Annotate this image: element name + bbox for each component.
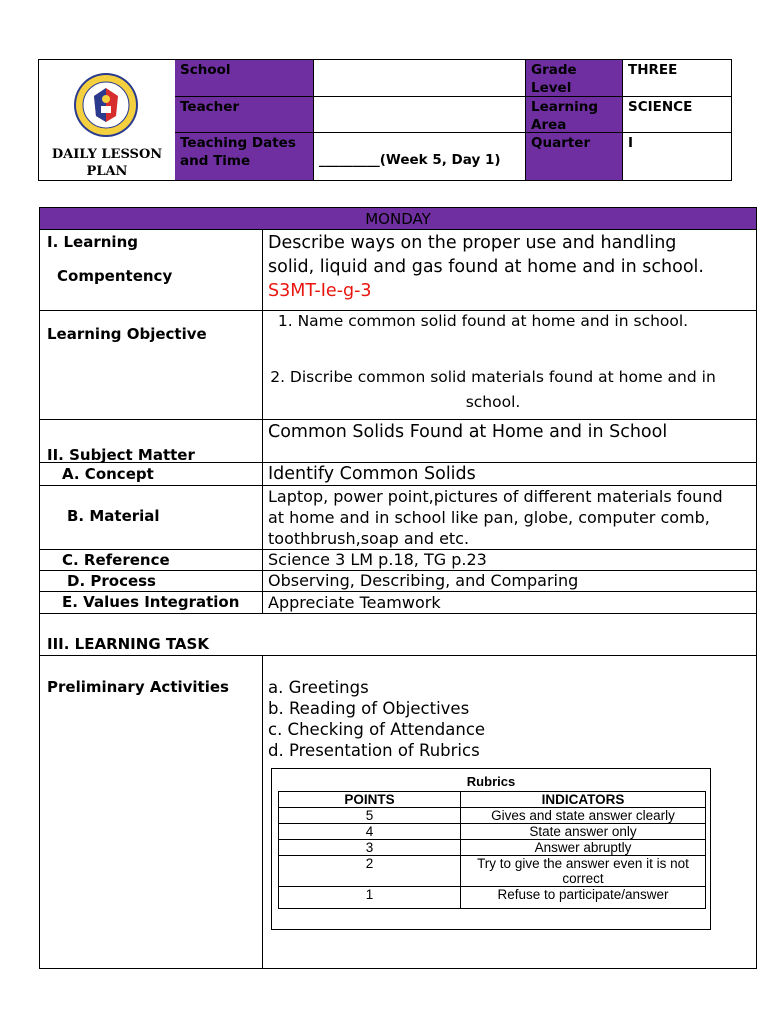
indicators-header: INDICATORS: [461, 792, 706, 808]
indicator-cell: Answer abruptly: [461, 840, 706, 856]
school-value: [314, 60, 526, 97]
school-label: School: [175, 60, 314, 97]
subject-matter-label-cell: [40, 420, 263, 468]
grade-level-label: Grade Level: [526, 60, 623, 97]
values-value: Appreciate Teamwork: [268, 593, 441, 612]
rubrics-table: [278, 791, 706, 909]
concept-label: A. Concept: [40, 463, 263, 485]
preliminary-item: b. Reading of Objectives: [268, 699, 470, 718]
table-row: [279, 840, 706, 856]
daily-lesson-plan-title: DAILY LESSON PLAN: [51, 147, 163, 179]
objective-row: [40, 311, 756, 420]
subject-matter-label: II. Subject Matter: [47, 446, 195, 464]
points-header: POINTS: [279, 792, 461, 808]
table-row: [279, 824, 706, 840]
teaching-dates-label: Teaching Dates and Time: [175, 133, 314, 180]
quarter-label: Quarter: [526, 133, 623, 180]
competency-cell: [263, 230, 756, 310]
indicator-cell: Try to give the answer even it is not correct: [461, 856, 706, 887]
subject-matter-row: [40, 420, 756, 468]
table-row: [279, 856, 706, 887]
deped-seal-icon: [73, 72, 139, 138]
logo-area: [39, 60, 176, 180]
preliminary-label-cell: [40, 656, 263, 968]
points-cell: 2: [279, 856, 461, 887]
points-cell: 5: [279, 808, 461, 824]
process-label: D. Process: [40, 571, 263, 591]
table-row: [279, 887, 706, 909]
header-table: [38, 59, 732, 181]
competency-row: [40, 230, 756, 311]
concept-value: Identify Common Solids: [268, 464, 476, 484]
objective-label-cell: [40, 311, 263, 419]
competency-label-1: I. Learning: [47, 233, 138, 251]
competency-code: S3MT-Ie-g-3: [268, 281, 372, 301]
reference-label: C. Reference: [40, 550, 263, 570]
learning-task-label: III. LEARNING TASK: [47, 635, 209, 653]
values-label: E. Values Integration: [40, 592, 263, 613]
rubrics-title: Rubrics: [466, 774, 516, 789]
subject-matter-value: Common Solids Found at Home and in School: [268, 422, 668, 442]
preliminary-item: d. Presentation of Rubrics: [268, 741, 480, 760]
competency-text: Describe ways on the proper use and handling solid, liquid and gas found at home and in school.: [268, 233, 704, 277]
teaching-dates-value: _________(Week 5, Day 1): [314, 133, 526, 180]
process-value: Observing, Describing, and Comparing: [268, 571, 579, 590]
day-header: MONDAY: [40, 208, 756, 230]
concept-row: [40, 462, 756, 486]
learning-area-label: Learning Area: [526, 97, 623, 133]
points-cell: 1: [279, 887, 461, 909]
preliminary-item: a. Greetings: [268, 678, 369, 697]
preliminary-label: Preliminary Activities: [47, 678, 229, 696]
learning-task-row: [40, 614, 756, 656]
material-label: B. Material: [67, 507, 160, 525]
material-value: Laptop, power point,pictures of different materials found at home and in school like pan, globe, computer comb, toothbrush,soap and etc.: [268, 487, 723, 548]
values-row: [40, 592, 756, 614]
objective-1: 1. Name common solid found at home and in school.: [277, 312, 689, 330]
objective-2: 2. Discribe common solid materials found at home and in school.: [270, 368, 716, 411]
material-label-cell: [40, 486, 263, 549]
quarter-value: I: [628, 135, 634, 151]
competency-label-2: Compentency: [57, 267, 173, 285]
rubrics-header-row: [279, 792, 706, 808]
preliminary-item: c. Checking of Attendance: [268, 720, 486, 739]
objective-cell: [263, 311, 756, 419]
rubrics-box: [271, 768, 711, 930]
competency-label-cell: [40, 230, 263, 310]
points-cell: 3: [279, 840, 461, 856]
table-row: [279, 808, 706, 824]
grade-level-value: THREE: [623, 60, 731, 97]
material-row: [40, 486, 756, 550]
indicator-cell: Gives and state answer clearly: [461, 808, 706, 824]
objective-label: Learning Objective: [47, 325, 207, 343]
teacher-value: [314, 97, 526, 133]
learning-area-value: SCIENCE: [623, 97, 731, 133]
points-cell: 4: [279, 824, 461, 840]
process-row: [40, 571, 756, 592]
reference-value: Science 3 LM p.18, TG p.23: [268, 550, 487, 569]
reference-row: [40, 550, 756, 571]
indicator-cell: State answer only: [461, 824, 706, 840]
teacher-label: Teacher: [175, 97, 314, 133]
indicator-cell: Refuse to participate/answer: [461, 887, 706, 909]
